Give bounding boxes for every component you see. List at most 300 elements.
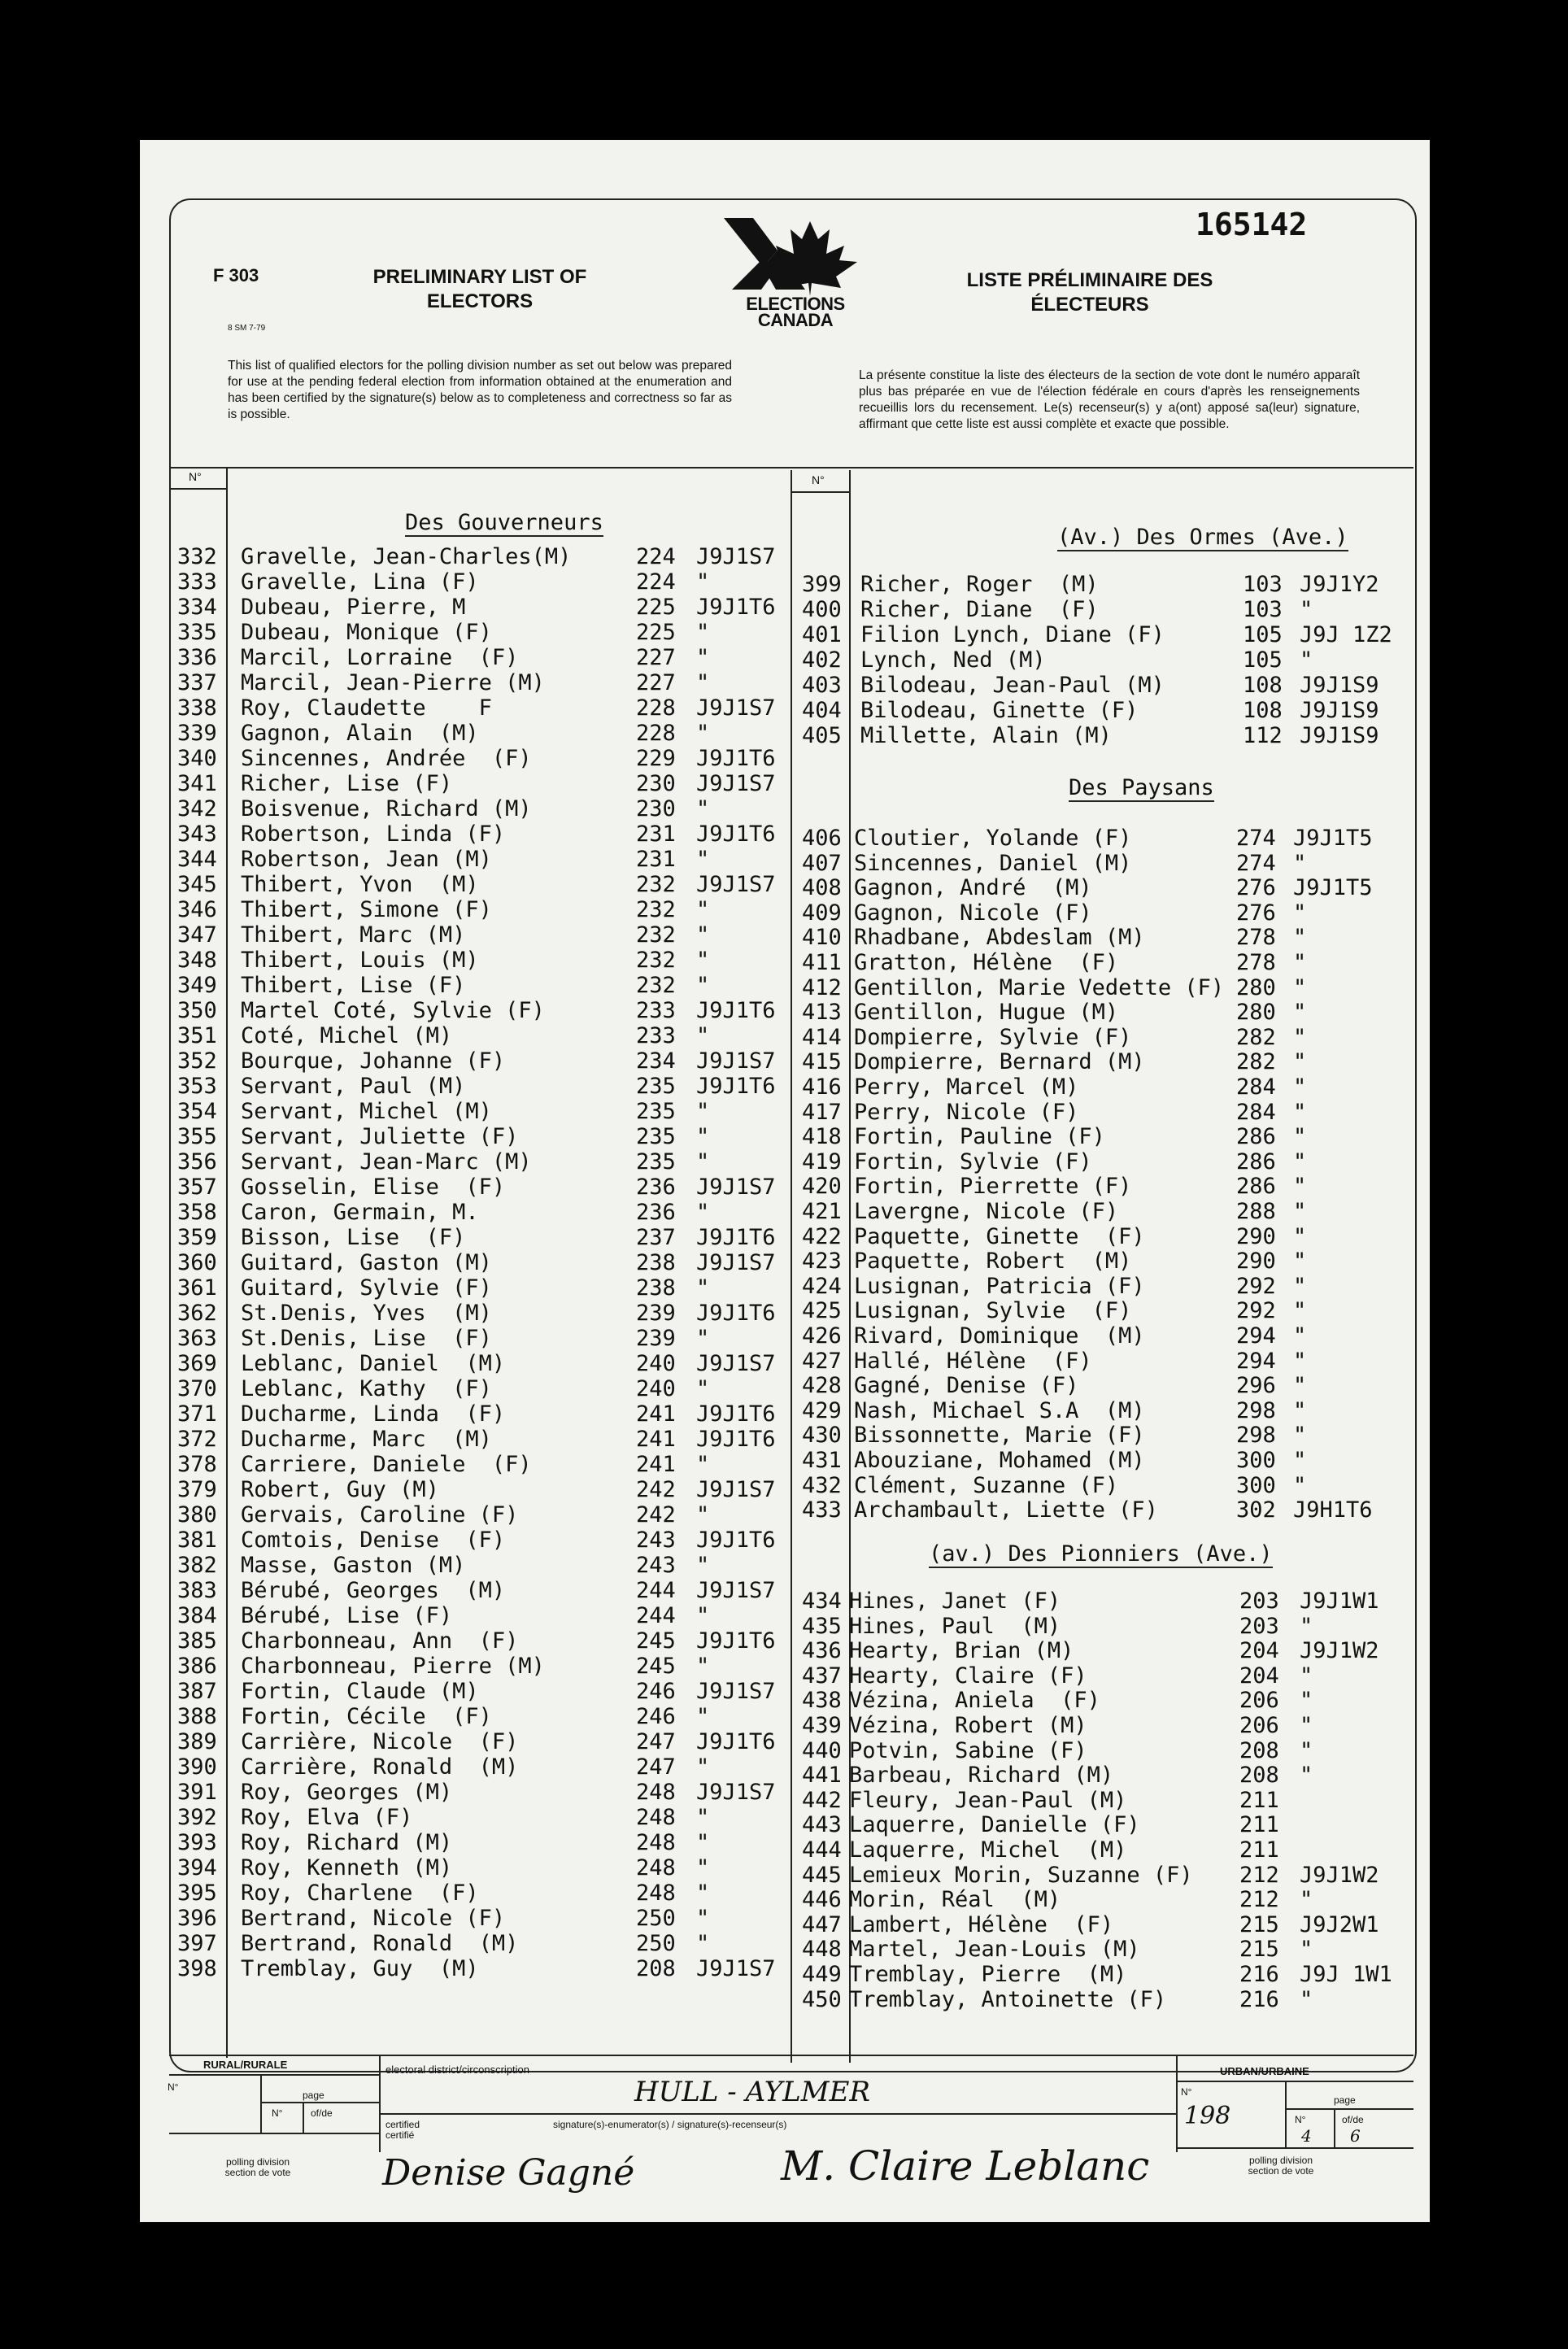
elector-number: 434	[802, 1589, 842, 1614]
elector-address: 105	[1243, 622, 1283, 647]
elector-postal-code: J9J2W1	[1300, 1911, 1379, 1937]
elector-number: 427	[802, 1348, 842, 1374]
elector-address: 208	[1239, 1737, 1279, 1763]
elector-name: Dompierre, Bernard (M)	[854, 1049, 1145, 1075]
elector-number: 438	[802, 1688, 842, 1714]
rural-page-no-label: N°	[272, 2107, 283, 2119]
elector-name: Filion Lynch, Diane (F)	[860, 622, 1165, 647]
elector-name: Tremblay, Pierre (M)	[849, 1962, 1127, 1987]
elector-postal-code: "	[1293, 1323, 1307, 1349]
elector-name: Fortin, Pierrette (F)	[854, 1174, 1132, 1200]
serial-number: 165142	[1196, 207, 1308, 242]
elector-name: Ducharme, Linda (F)	[241, 1401, 506, 1427]
elector-address: 276	[1236, 875, 1276, 901]
elector-address: 290	[1236, 1249, 1276, 1275]
elector-number: 401	[802, 622, 842, 647]
elector-address: 241	[636, 1452, 676, 1477]
elector-number: 339	[177, 721, 217, 746]
elector-address: 284	[1236, 1099, 1276, 1125]
urban-of-label: of/de	[1342, 2114, 1364, 2125]
elector-name: Caron, Germain, M.	[241, 1200, 479, 1225]
urban-page-rule	[1285, 2108, 1413, 2110]
elector-name: Thibert, Simone (F)	[241, 897, 492, 922]
elector-address: 248	[636, 1830, 676, 1855]
elector-name: Bissonnette, Marie (F)	[854, 1423, 1145, 1449]
elector-name: Richer, Lise (F)	[241, 771, 453, 796]
elector-name: Paquette, Ginette (F)	[854, 1223, 1145, 1249]
elector-number: 421	[802, 1199, 842, 1224]
elector-name: Fortin, Cécile (F)	[241, 1704, 492, 1729]
elector-address: 290	[1236, 1223, 1276, 1249]
elector-name: Guitard, Gaston (M)	[241, 1250, 492, 1275]
elector-name: Comtois, Denise (F)	[241, 1528, 506, 1553]
elector-name: Gentillon, Hugue (M)	[854, 1000, 1119, 1026]
elector-postal-code: "	[696, 1200, 710, 1225]
elector-postal-code: J9J1T5	[1293, 875, 1373, 901]
elector-postal-code: "	[696, 1906, 710, 1931]
col-no-label-left: N°	[189, 470, 202, 483]
elector-address: 240	[636, 1351, 676, 1376]
elector-number: 348	[177, 948, 217, 973]
elector-postal-code: J9J1T6	[696, 1401, 776, 1427]
elector-postal-code: J9J1S7	[696, 1956, 776, 1981]
elector-address: 236	[636, 1200, 676, 1225]
elector-address: 237	[636, 1225, 676, 1250]
elector-address: 233	[636, 998, 676, 1023]
urban-polling-label: polling division section de vote	[1248, 2155, 1314, 2177]
elector-address: 203	[1239, 1613, 1279, 1639]
elector-postal-code: "	[1293, 1124, 1307, 1150]
elector-name: Leblanc, Daniel (M)	[241, 1351, 506, 1376]
elector-number: 445	[802, 1862, 842, 1888]
elector-postal-code: J9J1S7	[696, 544, 776, 569]
elector-number: 431	[802, 1448, 842, 1473]
elector-number: 441	[802, 1763, 842, 1789]
elector-name: Hearty, Brian (M)	[849, 1638, 1074, 1664]
elector-name: Millette, Alain (M)	[860, 723, 1112, 748]
elector-postal-code: "	[1293, 1448, 1307, 1473]
elector-name: Richer, Diane (F)	[860, 597, 1099, 622]
elector-number: 408	[802, 875, 842, 901]
elector-address: 242	[636, 1477, 676, 1502]
elector-number: 439	[802, 1713, 842, 1738]
elector-address: 238	[636, 1250, 676, 1275]
footer-urban-bottom-rule	[1176, 2147, 1413, 2149]
elector-number: 406	[802, 826, 842, 851]
elector-postal-code: "	[1293, 1373, 1307, 1399]
elector-name: Fortin, Pauline (F)	[854, 1124, 1105, 1150]
elector-address: 248	[636, 1855, 676, 1881]
elector-name: Masse, Gaston (M)	[241, 1553, 466, 1578]
elector-address: 227	[636, 670, 676, 695]
elector-number: 351	[177, 1023, 217, 1048]
elector-postal-code: J9J1T5	[1293, 826, 1373, 851]
elector-postal-code: "	[696, 1452, 710, 1477]
title-en: PRELIMINARY LIST OF ELECTORS	[372, 266, 587, 312]
elector-postal-code: J9J1T6	[696, 1628, 776, 1654]
elector-number: 394	[177, 1855, 217, 1881]
elector-postal-code: J9J1S7	[696, 1780, 776, 1805]
elector-address: 302	[1236, 1497, 1276, 1523]
elector-postal-code: "	[1293, 1223, 1307, 1249]
elector-address: 233	[636, 1023, 676, 1048]
elector-number: 390	[177, 1754, 217, 1780]
elector-name: Bilodeau, Ginette (F)	[860, 698, 1139, 723]
elector-postal-code: "	[696, 1023, 710, 1048]
elector-number: 382	[177, 1553, 217, 1578]
elector-number: 405	[802, 723, 842, 748]
elector-address: 282	[1236, 1049, 1276, 1075]
elector-postal-code: "	[1293, 1273, 1307, 1299]
elector-postal-code: J9J1S7	[696, 1679, 776, 1704]
elector-postal-code: "	[696, 1654, 710, 1679]
elector-postal-code: "	[696, 645, 710, 670]
elector-number: 415	[802, 1049, 842, 1075]
elector-number: 417	[802, 1099, 842, 1125]
elector-number: 412	[802, 974, 842, 1000]
elector-name: Servant, Paul (M)	[241, 1074, 466, 1099]
elector-number: 333	[177, 569, 217, 595]
elector-name: Morin, Réal (M)	[849, 1887, 1061, 1913]
elector-postal-code: "	[1293, 1000, 1307, 1026]
elector-address: 235	[636, 1124, 676, 1149]
elector-number: 345	[177, 872, 217, 897]
elector-name: Thibert, Yvon (M)	[241, 872, 479, 897]
elector-address: 248	[636, 1881, 676, 1906]
elector-number: 400	[802, 597, 842, 622]
page-number: 4	[1301, 2126, 1312, 2146]
elector-address: 241	[636, 1401, 676, 1427]
elector-number: 334	[177, 595, 217, 620]
elector-address: 298	[1236, 1397, 1276, 1423]
elector-name: Sincennes, Daniel (M)	[854, 850, 1132, 876]
elector-postal-code: "	[1293, 1148, 1307, 1174]
elector-postal-code: "	[696, 1603, 710, 1628]
elector-postal-code: J9J1T6	[696, 1225, 776, 1250]
elector-address: 232	[636, 872, 676, 897]
elector-name: Lavergne, Nicole (F)	[854, 1199, 1119, 1224]
elector-number: 358	[177, 1200, 217, 1225]
elector-postal-code: "	[696, 1704, 710, 1729]
elector-number: 420	[802, 1174, 842, 1200]
elector-postal-code: J9J1T6	[696, 1427, 776, 1452]
footer-rural-bottom-rule	[169, 2133, 379, 2134]
elector-number: 398	[177, 1956, 217, 1981]
elector-name: Vézina, Robert (M)	[849, 1713, 1087, 1738]
elector-postal-code: J9J1T6	[696, 821, 776, 847]
elector-name: Bertrand, Ronald (M)	[241, 1931, 519, 1956]
elector-name: Boisvenue, Richard (M)	[241, 796, 532, 821]
elector-address: 276	[1236, 900, 1276, 926]
elector-name: Laquerre, Michel (M)	[849, 1837, 1127, 1863]
elector-number: 378	[177, 1452, 217, 1477]
street-header-des-pionniers: (av.) Des Pionniers (Ave.)	[929, 1541, 1273, 1567]
elector-name: Abouziane, Mohamed (M)	[854, 1448, 1145, 1473]
elector-postal-code: "	[1300, 597, 1313, 622]
elector-address: 206	[1239, 1688, 1279, 1714]
elector-name: Bisson, Lise (F)	[241, 1225, 466, 1250]
elector-name: Ducharme, Marc (M)	[241, 1427, 492, 1452]
elector-address: 235	[636, 1074, 676, 1099]
elector-postal-code: J9J1T6	[696, 595, 776, 620]
elector-postal-code: "	[696, 1931, 710, 1956]
elector-address: 247	[636, 1729, 676, 1754]
rural-no-divider	[260, 2074, 262, 2133]
elector-name: Rivard, Dominique (M)	[854, 1323, 1145, 1349]
elector-name: Servant, Michel (M)	[241, 1099, 492, 1124]
urban-no-divider	[1285, 2081, 1287, 2147]
elector-postal-code: "	[1293, 1472, 1307, 1498]
elector-postal-code: J9J1W1	[1300, 1589, 1379, 1614]
intro-french: La présente constitue la liste des électeurs de la section de vote dont le numéro apparaît plus bas préparée en vue de l'élection fédérale en cours d'après les renseignements recueillis lors du recensement. Le(s) recenseur(s) y a(ont) apposé sa(leur) signature, affirmant que cette liste est aussi complète et exacte que possible.	[859, 368, 1360, 431]
elector-address: 244	[636, 1603, 676, 1628]
elector-number: 426	[802, 1323, 842, 1349]
form-number: F 303	[213, 265, 259, 285]
elector-address: 300	[1236, 1472, 1276, 1498]
elector-postal-code: "	[696, 1881, 710, 1906]
elector-name: Charbonneau, Pierre (M)	[241, 1654, 545, 1679]
elector-address: 212	[1239, 1887, 1279, 1913]
elector-address: 286	[1236, 1124, 1276, 1150]
elector-number: 342	[177, 796, 217, 821]
elector-address: 224	[636, 569, 676, 595]
elector-number: 363	[177, 1326, 217, 1351]
elector-address: 239	[636, 1326, 676, 1351]
elector-address: 274	[1236, 826, 1276, 851]
elector-name: Fleury, Jean-Paul (M)	[849, 1787, 1127, 1813]
elector-postal-code: "	[1300, 1887, 1313, 1913]
elector-postal-code: J9H1T6	[1293, 1497, 1373, 1523]
elector-name: Robert, Guy (M)	[241, 1477, 439, 1502]
elector-postal-code: "	[696, 1553, 710, 1578]
elector-address: 250	[636, 1906, 676, 1931]
elector-name: Marcil, Jean-Pierre (M)	[241, 670, 545, 695]
elector-number: 341	[177, 771, 217, 796]
elector-number: 357	[177, 1174, 217, 1200]
elector-name: Roy, Charlene (F)	[241, 1881, 479, 1906]
elector-postal-code: "	[696, 670, 710, 695]
elector-number: 430	[802, 1423, 842, 1449]
elector-number: 346	[177, 897, 217, 922]
elector-postal-code: J9J 1Z2	[1300, 622, 1392, 647]
urban-label: URBAN/URBAINE	[1220, 2065, 1309, 2077]
elector-postal-code: "	[1293, 1024, 1307, 1050]
elector-name: Lusignan, Patricia (F)	[854, 1273, 1145, 1299]
elector-name: Roy, Richard (M)	[241, 1830, 453, 1855]
elector-postal-code: "	[696, 796, 710, 821]
elector-postal-code: J9J1T6	[696, 1074, 776, 1099]
elector-address: 245	[636, 1628, 676, 1654]
elector-postal-code: J9J1S7	[696, 1578, 776, 1603]
elector-postal-code: "	[696, 620, 710, 645]
elector-address: 216	[1239, 1962, 1279, 1987]
elector-number: 425	[802, 1298, 842, 1324]
elector-address: 227	[636, 645, 676, 670]
elector-address: 274	[1236, 850, 1276, 876]
street-header-des-paysans: Des Paysans	[1069, 775, 1214, 800]
elector-address: 292	[1236, 1298, 1276, 1324]
elector-number: 435	[802, 1613, 842, 1639]
district-rule	[379, 2113, 1176, 2115]
elector-address: 286	[1236, 1148, 1276, 1174]
rural-polling-label: polling division section de vote	[224, 2156, 291, 2178]
elector-number: 393	[177, 1830, 217, 1855]
elector-number: 372	[177, 1427, 217, 1452]
elector-name: Thibert, Lise (F)	[241, 973, 466, 998]
left-number-column-rule	[226, 467, 228, 2058]
elector-name: Bilodeau, Jean-Paul (M)	[860, 673, 1165, 698]
elector-address: 278	[1236, 950, 1276, 975]
polling-division-number: 198	[1184, 2102, 1231, 2130]
intro-english: This list of qualified electors for the polling division number as set out below was prepared for use at the pending federal election from information obtained at the enumeration and has been certified by the signature(s) below as to completeness and correctness so far as is possible.	[228, 359, 732, 421]
elector-postal-code: J9J 1W1	[1300, 1962, 1392, 1987]
elector-address: 105	[1243, 647, 1283, 673]
elector-name: Bertrand, Nicole (F)	[241, 1906, 506, 1931]
elector-number: 450	[802, 1986, 842, 2012]
elector-postal-code: "	[696, 922, 710, 948]
elector-name: Dubeau, Monique (F)	[241, 620, 492, 645]
elector-number: 359	[177, 1225, 217, 1250]
elector-number: 391	[177, 1780, 217, 1805]
elector-address: 225	[636, 595, 676, 620]
elector-address: 203	[1239, 1589, 1279, 1614]
elector-name: Martel Coté, Sylvie (F)	[241, 998, 545, 1023]
elector-postal-code: J9J1S7	[696, 1048, 776, 1074]
elector-number: 338	[177, 695, 217, 721]
elector-postal-code: "	[696, 1754, 710, 1780]
middle-rule-left	[791, 470, 792, 2063]
elector-postal-code: "	[696, 569, 710, 595]
elector-postal-code: "	[1293, 1174, 1307, 1200]
elector-number: 399	[802, 572, 842, 597]
elector-number: 444	[802, 1837, 842, 1863]
elector-number: 429	[802, 1397, 842, 1423]
elector-name: Leblanc, Kathy (F)	[241, 1376, 492, 1401]
elector-number: 355	[177, 1124, 217, 1149]
elector-name: Carrière, Nicole (F)	[241, 1729, 519, 1754]
elector-number: 447	[802, 1911, 842, 1937]
elector-postal-code: "	[1300, 1986, 1313, 2012]
elector-postal-code: "	[1300, 1937, 1313, 1963]
elector-address: 238	[636, 1275, 676, 1301]
elector-postal-code: J9J1T6	[696, 1729, 776, 1754]
elector-name: Roy, Elva (F)	[241, 1805, 413, 1830]
elector-address: 248	[636, 1805, 676, 1830]
elector-name: Tremblay, Guy (M)	[241, 1956, 479, 1981]
elector-number: 340	[177, 746, 217, 771]
elector-address: 232	[636, 948, 676, 973]
elector-number: 422	[802, 1223, 842, 1249]
elector-postal-code: "	[1300, 1737, 1313, 1763]
elector-postal-code: "	[1293, 1423, 1307, 1449]
elector-name: Lambert, Hélène (F)	[849, 1911, 1114, 1937]
elector-postal-code: "	[1300, 1613, 1313, 1639]
elector-name: Fortin, Claude (M)	[241, 1679, 479, 1704]
elector-address: 246	[636, 1704, 676, 1729]
elections-canada-logo	[714, 218, 877, 340]
elector-address: 294	[1236, 1348, 1276, 1374]
elector-number: 395	[177, 1881, 217, 1906]
elector-address: 204	[1239, 1638, 1279, 1664]
elector-postal-code: J9J1S7	[696, 872, 776, 897]
elector-name: Laquerre, Danielle (F)	[849, 1812, 1140, 1838]
elector-number: 356	[177, 1149, 217, 1174]
certified-label: certified certifié	[385, 2119, 420, 2141]
elector-address: 248	[636, 1780, 676, 1805]
elector-name: Gagné, Denise (F)	[854, 1373, 1079, 1399]
elector-postal-code: "	[696, 1830, 710, 1855]
elector-number: 433	[802, 1497, 842, 1523]
elector-postal-code: "	[1293, 1199, 1307, 1224]
elector-postal-code: J9J1T6	[696, 1301, 776, 1326]
rural-page-label: page	[303, 2090, 324, 2101]
urban-page-no-label: N°	[1295, 2114, 1306, 2125]
elector-name: Gravelle, Jean-Charles(M)	[241, 544, 572, 569]
elector-address: 230	[636, 796, 676, 821]
elector-address: 280	[1236, 1000, 1276, 1026]
signature-label: signature(s)-enumerator(s) / signature(s)-recenseur(s)	[553, 2119, 787, 2130]
elector-name: Fortin, Sylvie (F)	[854, 1148, 1092, 1174]
elector-name: Bourque, Johanne (F)	[241, 1048, 506, 1074]
elector-name: Nash, Michael S.A (M)	[854, 1397, 1145, 1423]
elector-number: 407	[802, 850, 842, 876]
elector-address: 288	[1236, 1199, 1276, 1224]
elector-number: 389	[177, 1729, 217, 1754]
elector-number: 383	[177, 1578, 217, 1603]
elector-name: Martel, Jean-Louis (M)	[849, 1937, 1140, 1963]
footer-top-rule	[169, 2055, 1413, 2056]
signature-1: Denise Gagné	[382, 2152, 635, 2194]
elector-postal-code: J9J1S9	[1300, 698, 1379, 723]
elector-number: 449	[802, 1962, 842, 1987]
elector-number: 416	[802, 1074, 842, 1100]
elector-postal-code: "	[696, 1275, 710, 1301]
elector-address: 235	[636, 1149, 676, 1174]
col-no-label-right: N°	[812, 473, 825, 486]
elector-name: Potvin, Sabine (F)	[849, 1737, 1087, 1763]
elector-number: 409	[802, 900, 842, 926]
elector-address: 239	[636, 1301, 676, 1326]
elector-address: 278	[1236, 925, 1276, 951]
street-header-left: Des Gouverneurs	[405, 510, 603, 535]
elector-number: 379	[177, 1477, 217, 1502]
elector-address: 215	[1239, 1937, 1279, 1963]
elector-address: 243	[636, 1553, 676, 1578]
rural-of-label: of/de	[311, 2107, 333, 2119]
elector-number: 344	[177, 847, 217, 872]
elector-number: 384	[177, 1603, 217, 1628]
elector-postal-code: "	[1300, 1663, 1313, 1689]
print-code: 8 SM 7-79	[228, 324, 266, 333]
elector-number: 402	[802, 647, 842, 673]
elector-name: Gravelle, Lina (F)	[241, 569, 479, 595]
elector-postal-code: J9J1S9	[1300, 723, 1379, 748]
elector-address: 242	[636, 1502, 676, 1528]
elector-address: 244	[636, 1578, 676, 1603]
elector-address: 208	[1239, 1763, 1279, 1789]
elector-name: Richer, Roger (M)	[860, 572, 1099, 597]
elector-name: Tremblay, Antoinette (F)	[849, 1986, 1167, 2012]
elector-postal-code: "	[696, 1099, 710, 1124]
elector-address: 211	[1239, 1812, 1279, 1838]
elector-postal-code: "	[696, 1124, 710, 1149]
elector-name: Bérubé, Georges (M)	[241, 1578, 506, 1603]
elector-name: Hallé, Hélène (F)	[854, 1348, 1092, 1374]
elector-name: Servant, Jean-Marc (M)	[241, 1149, 532, 1174]
elector-address: 108	[1243, 698, 1283, 723]
elector-postal-code: "	[1300, 1688, 1313, 1714]
elector-address: 225	[636, 620, 676, 645]
